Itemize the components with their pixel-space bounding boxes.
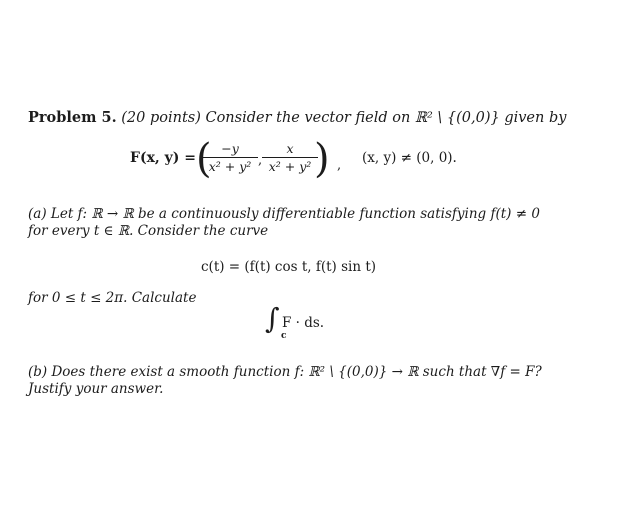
problem-statement [28,109,566,126]
parameter-range: for 0 ≤ t ≤ 2π. Calculate [28,290,197,306]
component-2-denominator: x² + y² [268,159,312,174]
part-b-line-2: Justify your answer. [28,381,164,397]
right-paren: ) [314,136,330,182]
part-b-line-1: (b) Does there exist a smooth function f: ℝ² \ {(0,0)} → ℝ such that ∇f = F? [28,364,542,380]
component-2-numerator: x [262,141,318,158]
field-trailing-comma: , [337,158,342,173]
problem-intro: (20 points) Consider the vector field on ℝ² \ {(0,0)} given by [121,110,567,126]
problem-heading: Problem 5. [28,109,117,126]
vector-field-label: F(x, y) = [130,150,197,166]
integral-subscript: c [281,331,287,341]
component-2-fraction [262,141,318,174]
domain-condition: (x, y) ≠ (0, 0). [362,150,457,166]
curve-definition: c(t) = (f(t) cos t, f(t) sin t) [201,259,377,275]
part-a-line-2: for every t ∈ ℝ. Consider the curve [28,223,269,239]
line-integral-expression: F · ds. [282,315,325,331]
component-1-numerator: −y [202,141,258,158]
component-separator: , [258,153,263,168]
left-paren: ( [196,136,212,182]
component-1-fraction [202,141,258,174]
integral-sign: ∫ [265,302,280,335]
component-1-denominator: x² + y² [208,159,252,174]
part-a-line-1: (a) Let f: ℝ → ℝ be a continuously differentiable function satisfying f(t) ≠ 0 [28,206,540,222]
